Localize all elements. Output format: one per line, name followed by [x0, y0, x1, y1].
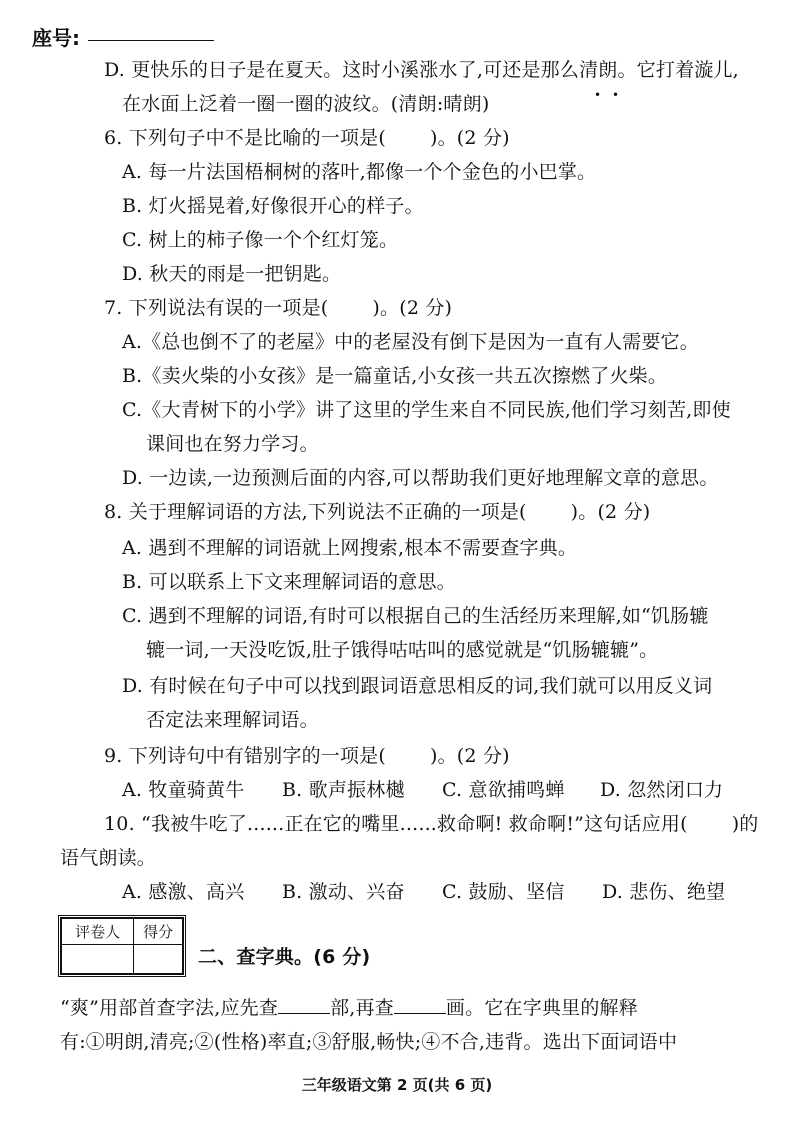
q10-option-b: B. 激动、兴奋: [282, 881, 405, 903]
grader-cell[interactable]: [62, 945, 134, 974]
q7-option-c-line1: C.《大青树下的小学》讲了这里的学生来自不同民族,他们学习刻苦,即使: [122, 399, 731, 421]
q7-option-c-line2: 课间也在努力学习。: [146, 433, 319, 455]
section2-paragraph-line2: 有:①明朗,清亮;②(性格)率直;③舒服,畅快;④不合,违背。选出下面词语中: [60, 1031, 678, 1053]
q9-option-c: C. 意欲捕鸣蝉: [442, 779, 565, 801]
q10-stem-line2: 语气朗读。: [60, 847, 157, 869]
q6-option-b: B. 灯火摇晃着,好像很开心的样子。: [122, 195, 424, 217]
page-footer: 三年级语文第 2 页(共 6 页): [301, 1076, 493, 1094]
q8-stem-score: )。(2 分): [570, 501, 651, 523]
q10-option-d: D. 悲伤、绝望: [602, 881, 726, 903]
q8-option-d-line1: D. 有时候在句子中可以找到跟词语意思相反的词,我们就可以用反义词: [122, 675, 713, 697]
q6-stem-text: 6. 下列句子中不是比喻的一项是(: [104, 127, 386, 149]
q7-option-b: B.《卖火柴的小女孩》是一篇童话,小女孩一共五次擦燃了火柴。: [122, 365, 668, 387]
q7-option-d: D. 一边读,一边预测后面的内容,可以帮助我们更好地理解文章的意思。: [122, 467, 719, 489]
q10-option-c: C. 鼓励、坚信: [442, 881, 565, 903]
q5-option-d-line1: D. 更快乐的日子是在夏天。这时小溪涨水了,可还是那么清朗。它打着漩儿,: [104, 59, 739, 81]
q6-option-c: C. 树上的柿子像一个个红灯笼。: [122, 229, 399, 251]
q10-option-a: A. 感激、高兴: [122, 881, 245, 903]
section2-paragraph-line1: [60, 995, 638, 1020]
q9-option-b: B. 歌声振林樾: [282, 779, 405, 801]
q8-option-b: B. 可以联系上下文来理解词语的意思。: [122, 571, 456, 593]
emphasis-dot: •: [612, 88, 620, 102]
q9-option-a: A. 牧童骑黄牛: [122, 779, 245, 801]
q5-option-d-line2: 在水面上泛着一圈一圈的波纹。(清朗:晴朗): [122, 93, 490, 115]
stroke-count-blank[interactable]: [394, 995, 446, 1014]
q8-stem: [104, 500, 650, 524]
q9-stem-score: )。(2 分): [429, 745, 510, 767]
q6-stem-score: )。(2 分): [429, 127, 510, 149]
q9-stem-text: 9. 下列诗句中有错别字的一项是(: [104, 745, 386, 767]
q7-stem-text: 7. 下列说法有误的一项是(: [104, 297, 329, 319]
score-cell[interactable]: [134, 945, 183, 974]
q7-stem-score: )。(2 分): [372, 297, 453, 319]
section2-text-a: “爽”用部首查字法,应先查: [60, 997, 279, 1019]
q10-stem-tail: )的: [731, 813, 759, 835]
section2-title: 二、查字典。(6 分): [198, 946, 371, 968]
radical-blank[interactable]: [278, 995, 330, 1014]
q7-stem: [104, 296, 452, 320]
q6-stem: [104, 126, 510, 150]
score-header: 得分: [134, 919, 183, 945]
grader-header: 评卷人: [62, 919, 134, 945]
seat-number-label: 座号:: [32, 26, 80, 50]
emphasis-dot: •: [594, 88, 602, 102]
q8-option-c-line1: C. 遇到不理解的词语,有时可以根据自己的生活经历来理解,如“饥肠辘: [122, 605, 709, 627]
seat-number-blank[interactable]: [88, 40, 214, 41]
score-table: [58, 915, 186, 977]
q10-stem-text: 10. “我被牛吃了......正在它的嘴里......救命啊! 救命啊!”这句话应用(: [104, 813, 688, 835]
q6-option-d: D. 秋天的雨是一把钥匙。: [122, 263, 342, 285]
q9-option-d: D. 忽然闭口力: [600, 779, 724, 801]
section2-text-b: 部,再查: [330, 997, 394, 1019]
q6-option-a: A. 每一片法国梧桐树的落叶,都像一个个金色的小巴掌。: [122, 161, 597, 183]
q10-stem: [104, 812, 759, 836]
q8-stem-text: 8. 关于理解词语的方法,下列说法不正确的一项是(: [104, 501, 527, 523]
section2-text-c: 画。它在字典里的解释: [445, 997, 638, 1019]
q9-stem: [104, 744, 510, 768]
q8-option-d-line2: 否定法来理解词语。: [146, 709, 319, 731]
q8-option-a: A. 遇到不理解的词语就上网搜索,根本不需要查字典。: [122, 537, 578, 559]
q7-option-a: A.《总也倒不了的老屋》中的老屋没有倒下是因为一直有人需要它。: [122, 331, 699, 353]
q8-option-c-line2: 辘一词,一天没吃饭,肚子饿得咕咕叫的感觉就是“饥肠辘辘”。: [146, 639, 659, 661]
